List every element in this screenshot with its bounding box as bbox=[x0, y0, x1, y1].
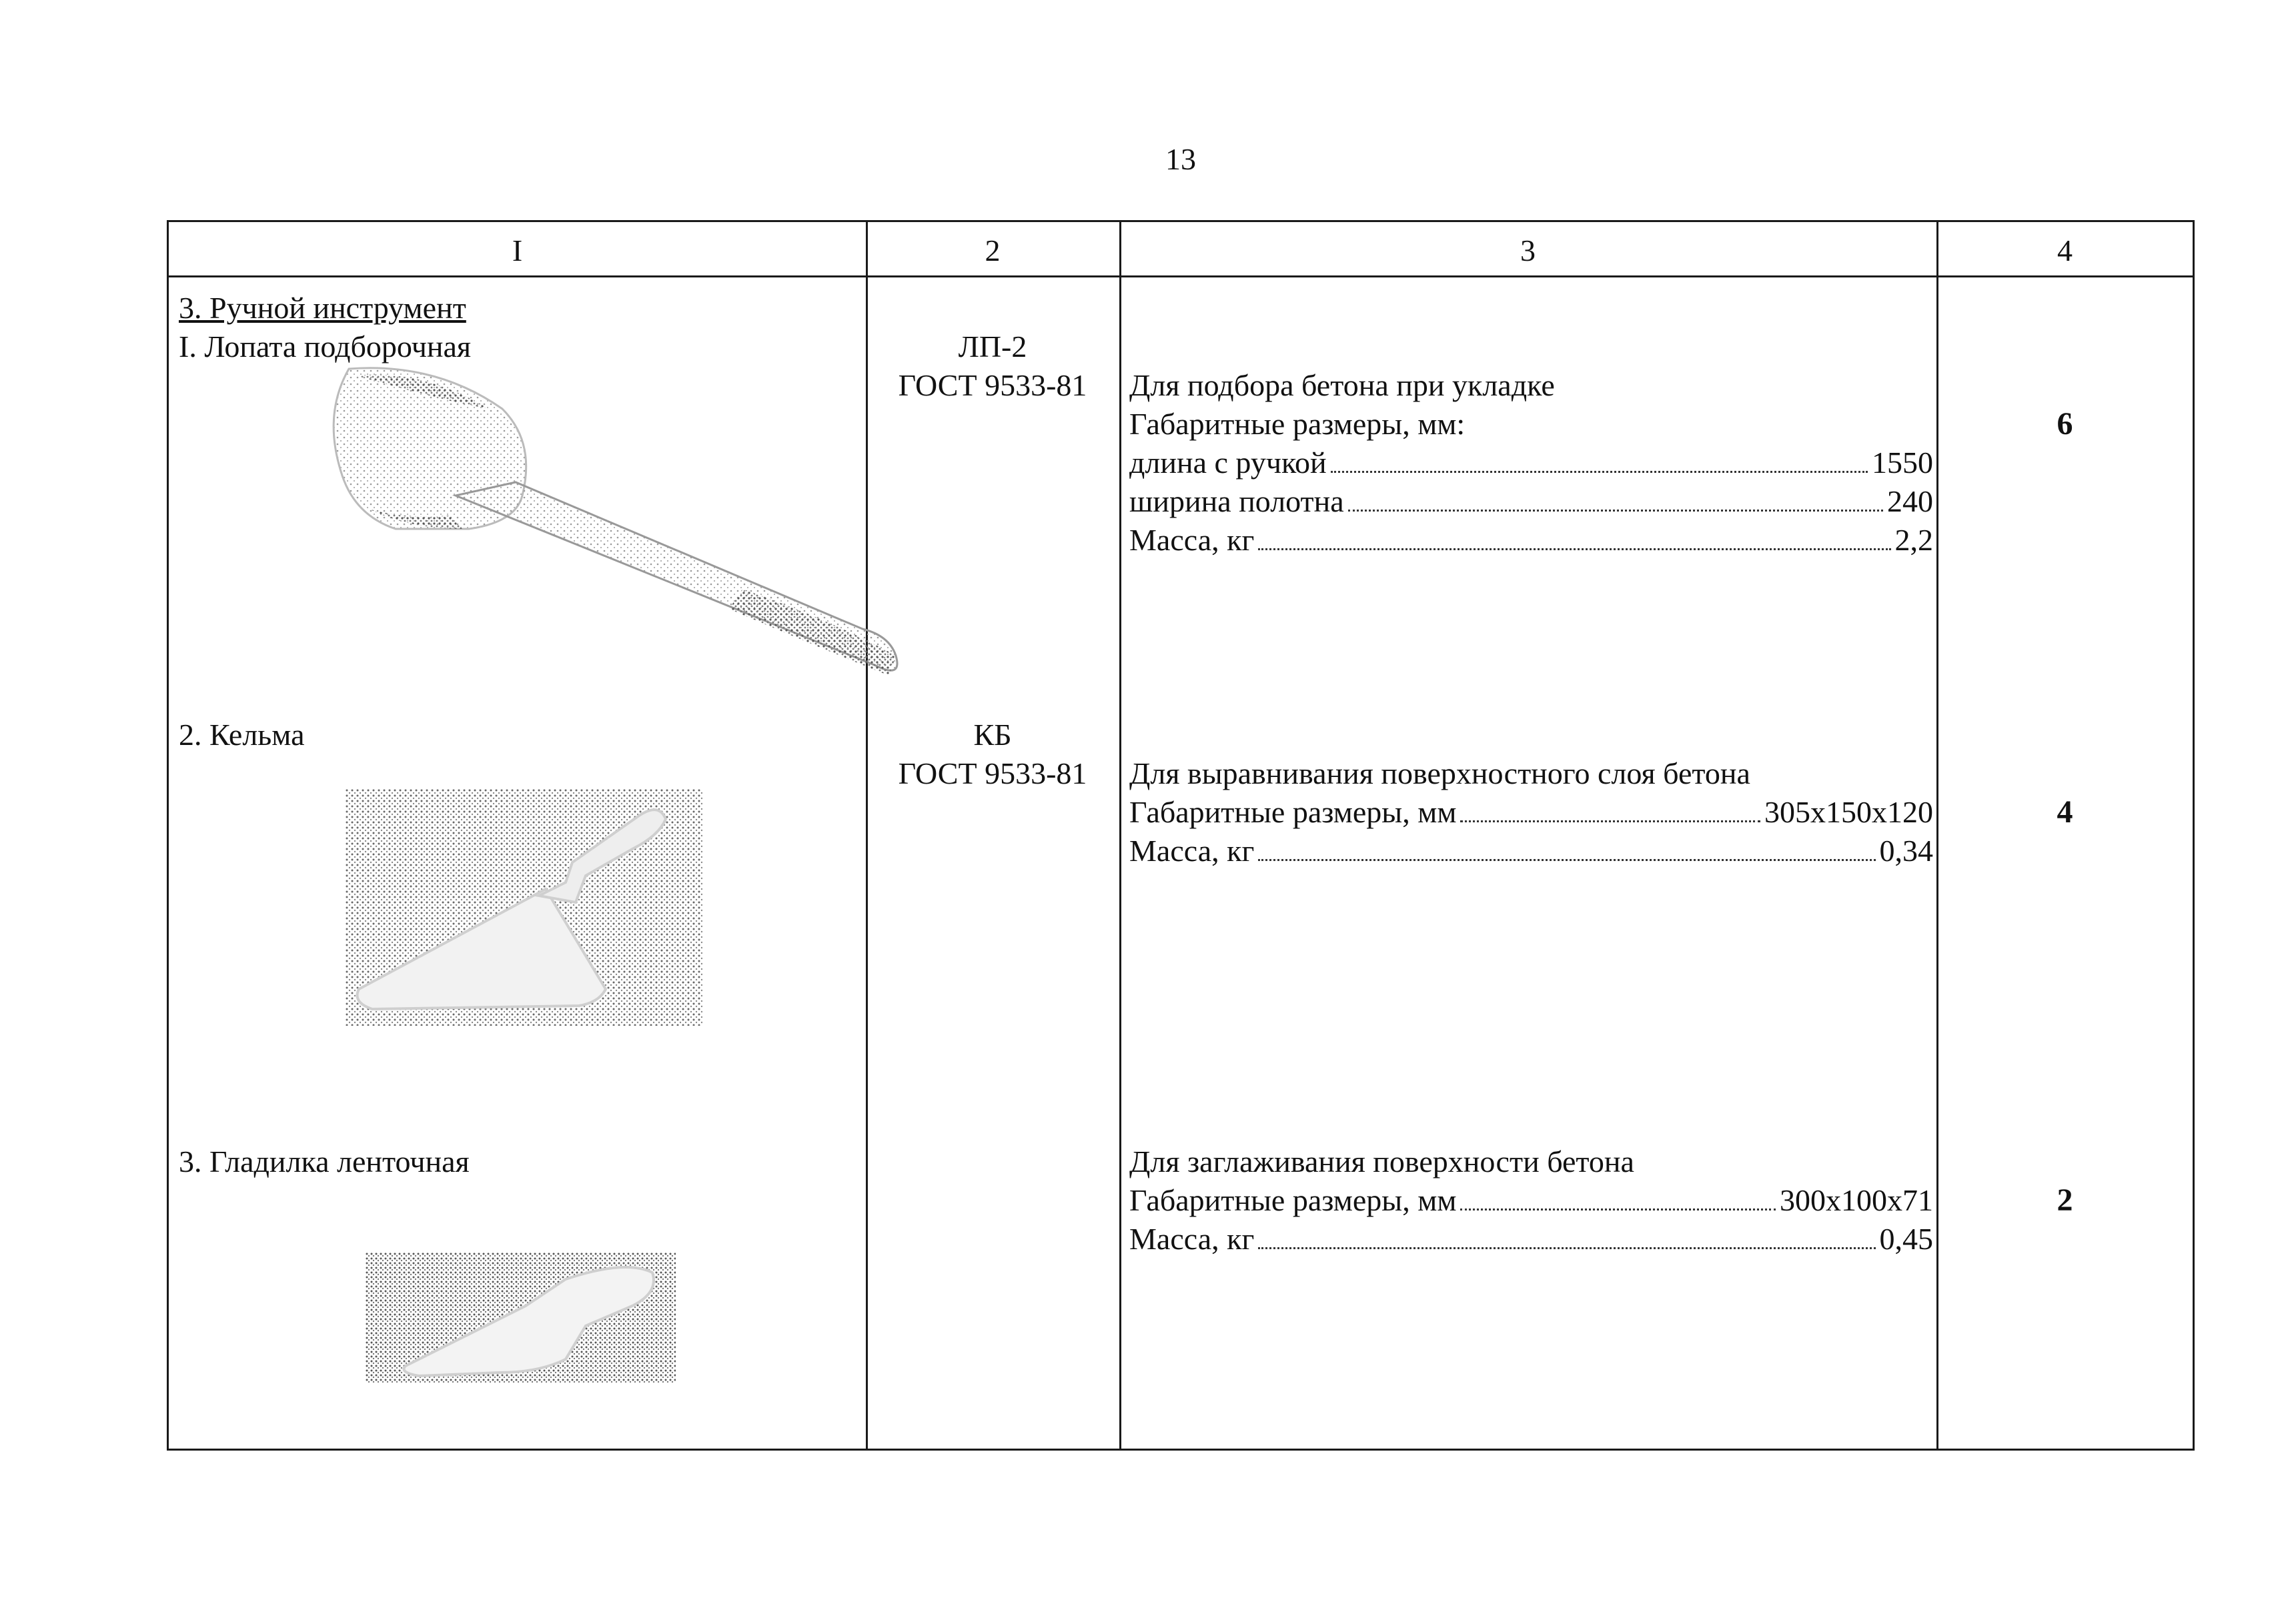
section-title: 3. Ручной инструмент bbox=[179, 291, 466, 325]
dimensions-row bbox=[1129, 793, 1933, 832]
mass-label: Масса, кг bbox=[1129, 523, 1255, 557]
mass-label: Масса, кг bbox=[1129, 1222, 1255, 1256]
mass-label: Масса, кг bbox=[1129, 834, 1255, 868]
column-divider bbox=[1119, 222, 1121, 1449]
mass-value: 0,34 bbox=[1879, 834, 1933, 868]
item-name: I. Лопата подборочная bbox=[179, 329, 472, 363]
equipment-table bbox=[167, 220, 2195, 1451]
dimensions-label: Габаритные размеры, мм bbox=[1129, 1183, 1457, 1217]
dimensions-row bbox=[1129, 1181, 1933, 1220]
column-header-3: 3 bbox=[1520, 233, 1536, 267]
dimensions-value: 305х150х120 bbox=[1764, 795, 1933, 829]
trowel-illustration bbox=[346, 789, 702, 1026]
mass-row bbox=[1129, 832, 1933, 870]
column-header-1: I bbox=[512, 233, 523, 267]
item-standard: ГОСТ 9533-81 bbox=[898, 368, 1087, 402]
item-standard: ГОСТ 9533-81 bbox=[898, 756, 1087, 790]
mass-row bbox=[1129, 521, 1933, 560]
dimensions-label: Габаритные размеры, мм bbox=[1129, 795, 1457, 829]
item-code: КБ bbox=[973, 718, 1012, 752]
float-illustration bbox=[366, 1253, 676, 1383]
width-label: ширина полотна bbox=[1129, 484, 1344, 518]
dimensions-value: 300х100х71 bbox=[1780, 1183, 1933, 1217]
item-code: ЛП-2 bbox=[958, 329, 1027, 363]
mass-row bbox=[1129, 1220, 1933, 1259]
length-value: 1550 bbox=[1872, 446, 1933, 480]
item-name: 3. Гладилка ленточная bbox=[179, 1144, 470, 1178]
item-purpose: Для заглаживания поверхности бетона bbox=[1129, 1144, 1634, 1178]
shovel-illustration bbox=[235, 362, 969, 689]
length-label: длина с ручкой bbox=[1129, 446, 1327, 480]
item-quantity: 4 bbox=[2057, 794, 2073, 830]
page-number: 13 bbox=[1165, 142, 1196, 176]
dimensions-heading: Габаритные размеры, мм: bbox=[1129, 407, 1466, 441]
header-divider bbox=[169, 275, 2193, 277]
item-name: 2. Кельма bbox=[179, 718, 305, 752]
mass-value: 0,45 bbox=[1879, 1222, 1933, 1256]
item-purpose: Для выравнивания поверхностного слоя бетона bbox=[1129, 756, 1750, 790]
width-value: 240 bbox=[1887, 484, 1933, 518]
column-header-2: 2 bbox=[985, 233, 1001, 267]
length-row bbox=[1129, 444, 1933, 482]
item-quantity: 2 bbox=[2057, 1182, 2073, 1218]
item-purpose: Для подбора бетона при укладке bbox=[1129, 368, 1555, 402]
width-row bbox=[1129, 482, 1933, 521]
item-quantity: 6 bbox=[2057, 406, 2073, 442]
column-header-4: 4 bbox=[2057, 233, 2073, 267]
mass-value: 2,2 bbox=[1894, 523, 1933, 557]
